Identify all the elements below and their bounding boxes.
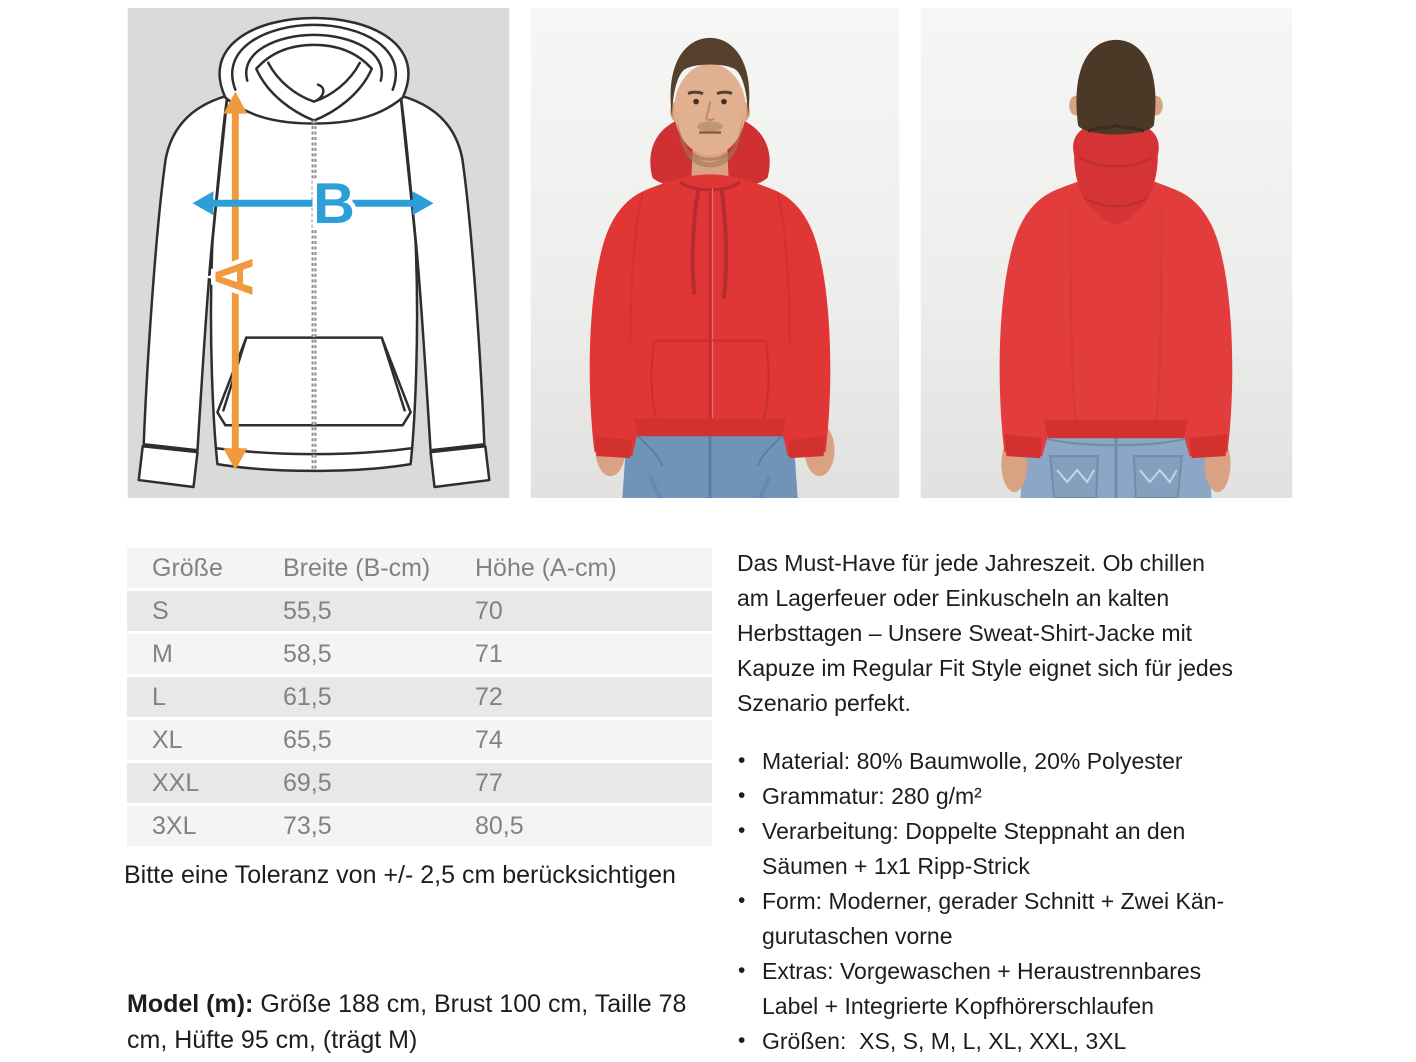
size-chart-cell: 55,5	[283, 590, 475, 633]
size-chart-header-row	[127, 548, 712, 590]
size-chart-row	[127, 590, 712, 633]
left-cuff	[139, 446, 198, 487]
bullet-dot-icon: •	[738, 749, 746, 772]
size-chart-cell: 65,5	[283, 719, 475, 762]
size-diagram-panel	[127, 8, 510, 498]
size-chart-cell: XXL	[127, 762, 283, 805]
size-chart-cell: S	[127, 590, 283, 633]
bullet-dot-icon: •	[738, 1029, 746, 1052]
size-chart-cell: 69,5	[283, 762, 475, 805]
feature-item	[737, 884, 1237, 954]
size-chart-cell: 80,5	[475, 805, 712, 848]
bullet-dot-icon: •	[738, 889, 746, 912]
feature-item	[737, 744, 1237, 779]
feature-item-text: Grammatur: 280 g/m²	[762, 783, 982, 809]
tolerance-note: Bitte eine Toleranz von +/- 2,5 cm berücksichtigen	[124, 861, 676, 889]
size-chart-row	[127, 719, 712, 762]
size-chart-cell: 77	[475, 762, 712, 805]
size-chart-cell: 3XL	[127, 805, 283, 848]
model-info-text: Größe 188 cm, Brust 100 cm, Taille 78 cm, Hüfte 95 cm, (trägt M)	[127, 990, 687, 1054]
size-chart-column-header: Größe	[127, 548, 283, 590]
size-chart-row	[127, 762, 712, 805]
feature-item	[737, 814, 1237, 884]
right-eye	[721, 99, 727, 105]
left-eye	[693, 99, 699, 105]
hem-band	[1044, 420, 1187, 438]
size-chart-cell: 71	[475, 633, 712, 676]
model-front-photo	[530, 8, 900, 498]
model-info-label: Model (m):	[127, 990, 254, 1018]
mustache	[697, 122, 723, 132]
hem-band	[634, 418, 785, 436]
size-chart-cell: L	[127, 676, 283, 719]
feature-item-text: Form: Moderner, gerader Schnitt + Zwei Kängurutaschen vorne	[762, 888, 1225, 949]
product-photo-back	[920, 8, 1293, 498]
right-cuff	[1190, 434, 1228, 458]
model-back-photo	[920, 8, 1293, 498]
size-chart-cell: 61,5	[283, 676, 475, 719]
feature-item	[737, 1024, 1237, 1059]
product-photo-front	[530, 8, 900, 498]
right-back-pocket	[1134, 456, 1182, 498]
size-chart-cell: 74	[475, 719, 712, 762]
hoodie-measurement-diagram	[127, 8, 510, 498]
size-chart-cell: M	[127, 633, 283, 676]
size-chart-cell: XL	[127, 719, 283, 762]
bullet-dot-icon: •	[738, 959, 746, 982]
size-chart-column-header: Höhe (A-cm)	[475, 548, 712, 590]
feature-item-text: Extras: Vorgewaschen + Heraustrennbares Label + Integrierte Kopfhörerschlaufen	[762, 958, 1202, 1019]
bullet-dot-icon: •	[738, 819, 746, 842]
red-zip-hoodie	[590, 174, 831, 458]
size-chart-cell: 70	[475, 590, 712, 633]
size-chart-cell: 72	[475, 676, 712, 719]
size-chart-cell: 73,5	[283, 805, 475, 848]
size-chart-body	[127, 590, 712, 848]
size-chart-column-header: Breite (B-cm)	[283, 548, 475, 590]
model-info	[127, 986, 687, 1058]
feature-item-text: Material: 80% Baumwolle, 20% Polyester	[762, 748, 1183, 774]
height-label: A	[204, 257, 265, 297]
size-chart-row	[127, 676, 712, 719]
size-chart-table	[127, 548, 712, 849]
feature-list	[737, 744, 1237, 1059]
size-chart-row	[127, 633, 712, 676]
right-cuff	[431, 446, 490, 487]
product-description	[737, 546, 1237, 1059]
size-chart-header	[127, 548, 712, 590]
feature-item	[737, 954, 1237, 1024]
feature-item-text: Größen: XS, S, M, L, XL, XXL, 3XL	[762, 1028, 1127, 1054]
description-intro: Das Must-Have für jede Jahreszeit. Ob chillen am Lagerfeuer oder Einkuscheln an kalten Herbsttagen – Unsere Sweat-Shirt-Jacke mit Kapuze im Regular Fit Style eignet sich für jedes Szenario perfekt.	[737, 550, 1234, 716]
feature-item	[737, 779, 1237, 814]
left-cuff	[1004, 434, 1042, 458]
width-label: B	[313, 172, 355, 237]
size-chart-row	[127, 805, 712, 848]
size-chart-cell: 58,5	[283, 633, 475, 676]
feature-item-text: Verarbeitung: Doppelte Steppnaht an den Säumen + 1x1 Ripp-Strick	[762, 818, 1186, 879]
bullet-dot-icon: •	[738, 784, 746, 807]
